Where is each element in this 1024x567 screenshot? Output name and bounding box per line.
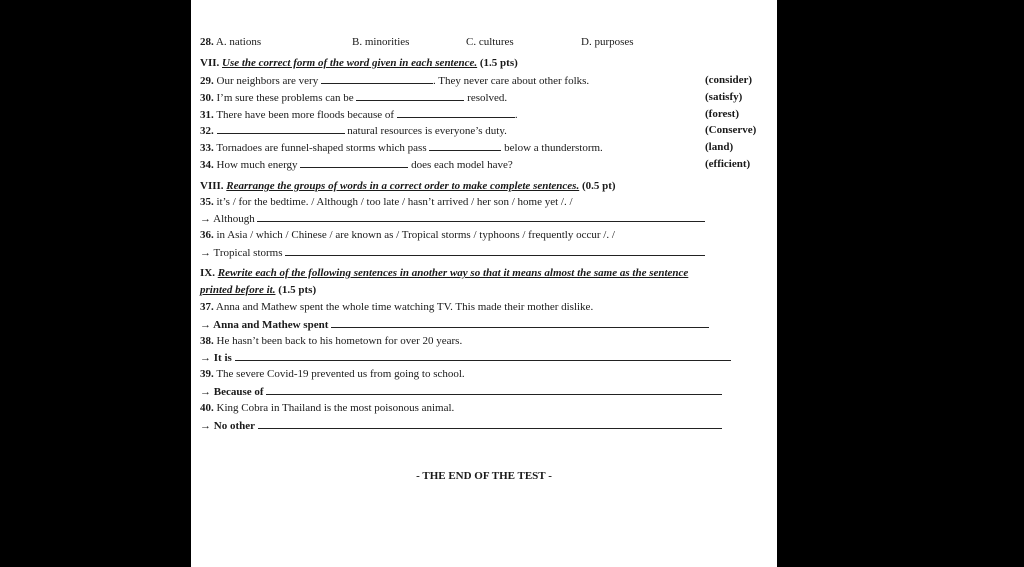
answer-blank[interactable] xyxy=(235,351,731,361)
question-text-before: Our neighbors are very xyxy=(216,75,319,87)
question-number: 34. xyxy=(200,159,214,171)
question-28 xyxy=(200,36,770,49)
question-text-after: below a thunderstorm. xyxy=(504,142,603,154)
question-number: 38. xyxy=(200,335,214,347)
answer-blank[interactable] xyxy=(257,212,705,222)
question-number: 31. xyxy=(200,109,214,121)
question-text-before: There have been more floods because of xyxy=(216,109,395,121)
question-number: 39. xyxy=(200,368,214,380)
answer-line-39 xyxy=(200,385,770,399)
section-points: (0.5 pt) xyxy=(581,180,616,192)
question-33 xyxy=(200,141,770,155)
option-a: A. nations xyxy=(215,36,262,48)
option-b: B. minorities xyxy=(352,36,410,48)
answer-blank[interactable] xyxy=(321,74,433,84)
question-32 xyxy=(200,124,770,138)
answer-blank[interactable] xyxy=(266,385,722,395)
question-number: 37. xyxy=(200,301,214,313)
question-text-after: resolved. xyxy=(467,92,508,104)
answer-prompt: → It is xyxy=(200,352,232,364)
question-text: Anna and Mathew spent the whole time watching TV. This made their mother dislike. xyxy=(215,301,594,313)
question-text: He hasn’t been back to his hometown for over 20 years. xyxy=(216,335,463,347)
question-number: 35. xyxy=(200,196,214,208)
section-title-line-2: printed before it. xyxy=(200,284,276,296)
answer-line-35 xyxy=(200,212,770,226)
question-text-before: Tornadoes are funnel-shaped storms which pass xyxy=(216,142,427,154)
question-text: it’s / for the bedtime. / Although / too late / hasn’t arrived / her son / home yet /. / xyxy=(216,196,573,208)
question-text-after: . They never care about other folks. xyxy=(432,75,590,87)
answer-prompt: → Tropical storms xyxy=(200,247,283,259)
section-points: (1.5 pts) xyxy=(278,284,317,296)
word-hint: (satisfy) xyxy=(705,91,743,103)
section-points: (1.5 pts) xyxy=(479,57,518,69)
question-number: 32. xyxy=(200,125,214,137)
section-number: IX. xyxy=(200,267,215,279)
section-title-line-1: Rewrite each of the following sentences in another way so that it means almost the same as the sentence xyxy=(217,267,689,279)
answer-line-40 xyxy=(200,419,770,433)
question-number: 29. xyxy=(200,75,214,87)
section-9-heading-cont xyxy=(200,284,770,297)
word-hint: (efficient) xyxy=(705,158,751,170)
answer-blank[interactable] xyxy=(397,108,515,118)
answer-prompt: → Anna and Mathew spent xyxy=(200,319,329,331)
answer-line-38 xyxy=(200,351,770,365)
answer-blank[interactable] xyxy=(285,246,705,256)
section-title: Rearrange the groups of words in a correct order to make complete sentences. xyxy=(226,180,580,192)
question-29 xyxy=(200,74,770,88)
question-number: 30. xyxy=(200,92,214,104)
section-9-heading xyxy=(200,267,770,280)
question-number: 40. xyxy=(200,402,214,414)
question-text: in Asia / which / Chinese / are known as / Tropical storms / typhoons / frequently occur /. / xyxy=(216,229,615,241)
word-hint: (consider) xyxy=(705,74,753,86)
section-title: Use the correct form of the word given in each sentence. xyxy=(222,57,478,69)
question-35 xyxy=(200,196,770,209)
word-hint: (Conserve) xyxy=(705,124,757,136)
answer-line-36 xyxy=(200,246,770,260)
question-text-after: . xyxy=(514,109,518,121)
question-34 xyxy=(200,158,770,172)
question-number: 36. xyxy=(200,229,214,241)
answer-blank[interactable] xyxy=(356,91,464,101)
option-c: C. cultures xyxy=(466,36,514,48)
section-number: VII. xyxy=(200,57,220,69)
question-text-before: I’m sure these problems can be xyxy=(216,92,354,104)
section-8-heading xyxy=(200,180,770,193)
question-38 xyxy=(200,335,770,348)
word-hint: (land) xyxy=(705,141,734,153)
answer-blank[interactable] xyxy=(429,141,501,151)
answer-prompt: → Because of xyxy=(200,386,264,398)
answer-prompt: → Although xyxy=(200,213,255,225)
section-7-heading xyxy=(200,57,770,70)
answer-blank[interactable] xyxy=(258,419,722,429)
question-40 xyxy=(200,402,770,415)
question-30 xyxy=(200,91,770,105)
answer-blank[interactable] xyxy=(331,318,709,328)
question-37 xyxy=(200,301,770,314)
question-text-after: natural resources is everyone’s duty. xyxy=(347,125,507,137)
question-text: King Cobra in Thailand is the most poisonous animal. xyxy=(216,402,455,414)
question-31 xyxy=(200,108,770,122)
section-number: VIII. xyxy=(200,180,224,192)
answer-line-37 xyxy=(200,318,770,332)
option-d: D. purposes xyxy=(581,36,634,48)
question-39 xyxy=(200,368,770,381)
answer-blank[interactable] xyxy=(217,124,345,134)
end-of-test: - THE END OF THE TEST - xyxy=(416,470,552,482)
question-number: 28. xyxy=(200,36,214,48)
question-number: 33. xyxy=(200,142,214,154)
question-text-before: How much energy xyxy=(216,159,298,171)
test-page xyxy=(191,0,777,567)
word-hint: (forest) xyxy=(705,108,739,120)
answer-prompt: → No other xyxy=(200,420,255,432)
question-text-after: does each model have? xyxy=(411,159,513,171)
question-text: The severe Covid-19 prevented us from going to school. xyxy=(216,368,465,380)
answer-blank[interactable] xyxy=(300,158,408,168)
question-36 xyxy=(200,229,770,242)
